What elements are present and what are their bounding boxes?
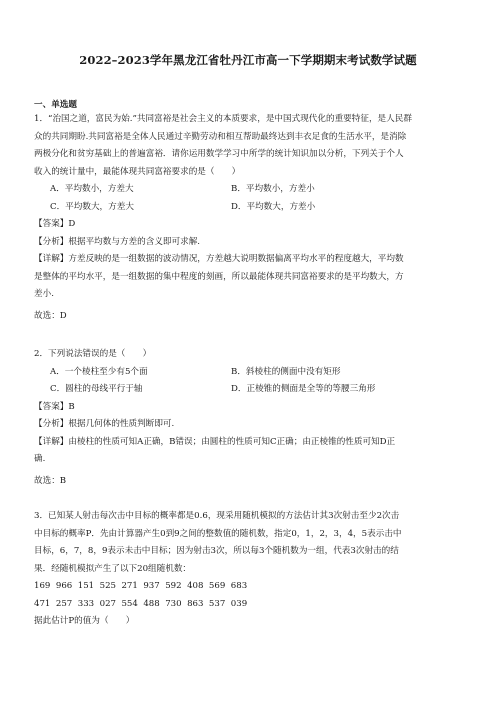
q1-answer: 【答案】D xyxy=(34,219,76,229)
q2-option-d: D．正棱锥的侧面是全等的等腰三角形 xyxy=(231,384,376,394)
q1-stem-line: 1．“治国之道，富民为始.”共同富裕是社会主义的本质要求，是中国式现代化的重要特征，是人民群 xyxy=(34,114,412,124)
page-title: 2022–2023学年黑龙江省牡丹江市高一下学期期末考试数学试题 xyxy=(79,53,417,67)
q1-conclusion: 故选：D xyxy=(34,310,67,321)
q2-option-b: B．斜棱柱的侧面中没有矩形 xyxy=(231,366,341,377)
q1-option-c: C．平均数大，方差大 xyxy=(50,201,134,212)
q2-option-c: C．圆柱的母线平行于轴 xyxy=(50,384,143,394)
q3-stem-line: 果．经随机模拟产生了以下20组随机数： xyxy=(34,563,192,574)
q3-random-numbers-row: 471 257 333 027 554 488 730 863 537 039 xyxy=(34,598,248,609)
q2-stem: 2．下列说法错误的是（ ） xyxy=(34,349,152,359)
q2-options-row xyxy=(34,364,466,382)
q2-detail-line: 确. xyxy=(34,454,46,464)
q1-stem-line: 收入的统计量中，最能体现共同富裕要求的是（ ） xyxy=(34,166,241,177)
q1-option-b: B．平均数小，方差小 xyxy=(231,184,315,194)
q1-detail-line: 是整体的平均水平，是一组数据的集中程度的刻画，所以最能体现共同富裕要求的是平均数大，方 xyxy=(34,271,404,282)
q2-detail-line: 【详解】由棱柱的性质可知A正确，B错误；由圆柱的性质可知C正确；由正棱锥的性质可知D正 xyxy=(34,436,396,447)
q1-options-row xyxy=(34,199,466,217)
section-heading: 一、单选题 xyxy=(34,100,77,110)
question-2 xyxy=(34,346,466,490)
q1-stem-line: 众的共同期盼.共同富裕是全体人民通过辛勤劳动和相互帮助最终达到丰衣足食的生活水平，是消除 xyxy=(34,131,407,142)
q3-stem-line: 中目标的概率P．先由计算器产生0到9之间的整数值的随机数，指定0，1，2，3，4，5表示击中 xyxy=(34,528,402,539)
q1-option-a: A．平均数小，方差大 xyxy=(50,184,134,194)
q1-options-row xyxy=(34,181,466,199)
question-3 xyxy=(34,508,466,631)
q2-options-row xyxy=(34,381,466,399)
q3-stem-line: 目标，6，7，8，9表示未击中目标；因为射击3次，所以每3个随机数为一组，代表3次射击的结 xyxy=(34,546,399,556)
q2-conclusion: 故选：B xyxy=(34,475,67,486)
q1-stem-line: 两极分化和贫穷基础上的普遍富裕．请你运用数学学习中所学的统计知识加以分析，下列关于个人 xyxy=(34,149,404,159)
q2-option-a: A．一个棱柱至少有5个面 xyxy=(50,366,148,377)
q1-detail-line: 【详解】方差反映的是一组数据的波动情况，方差越大说明数据偏离平均水平的程度越大，平均数 xyxy=(34,254,404,264)
q2-answer: 【答案】B xyxy=(34,401,75,412)
q1-option-d: D．平均数大，方差小 xyxy=(231,201,316,212)
q1-detail-line: 差小. xyxy=(34,289,54,299)
q3-random-numbers-row: 169 966 151 525 271 937 592 408 569 683 xyxy=(34,581,248,591)
q2-analysis: 【分析】根据几何体的性质判断即可. xyxy=(34,419,175,429)
question-1 xyxy=(34,111,466,325)
q1-analysis: 【分析】根据平均数与方差的含义即可求解. xyxy=(34,236,201,247)
q3-tail: 据此估计P的值为（ ） xyxy=(34,616,135,626)
q3-stem-line: 3．已知某人射击每次击中目标的概率都是0.6，现采用随机模拟的方法估计其3次射击至少2次击 xyxy=(34,511,400,521)
